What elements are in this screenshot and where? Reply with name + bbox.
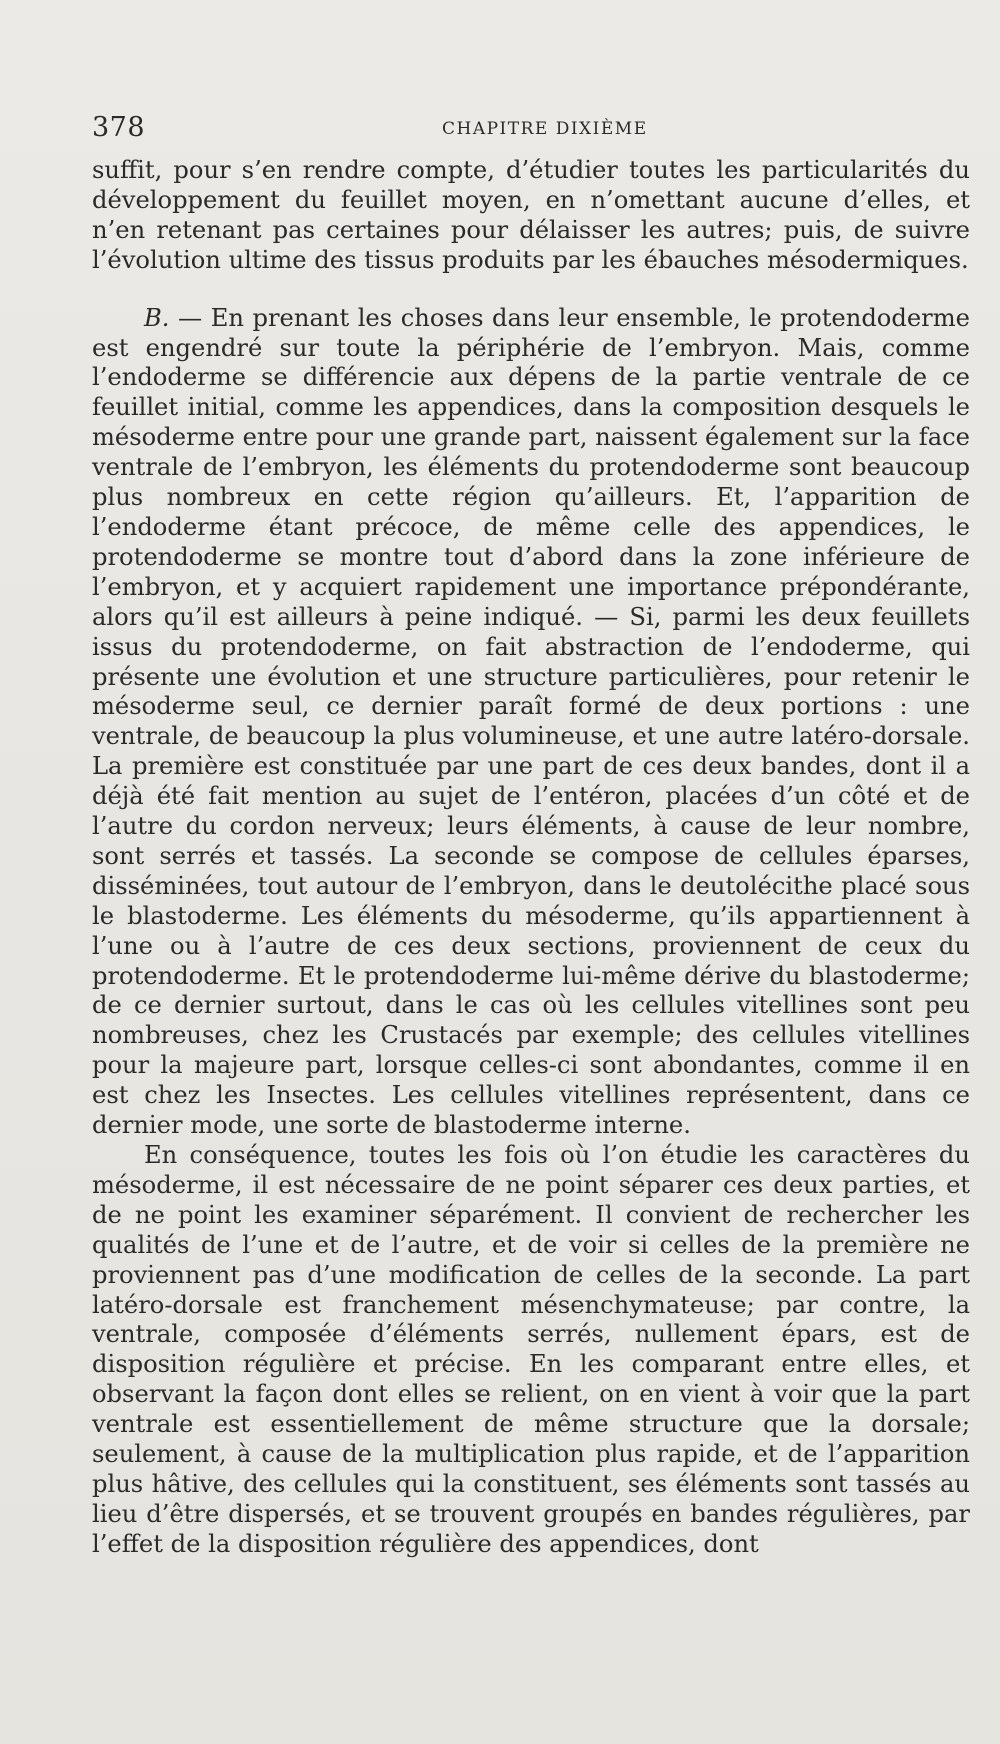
running-head: CHAPITRE DIXIÈME xyxy=(442,119,648,139)
page-header xyxy=(92,112,972,148)
body-text xyxy=(92,156,970,1560)
paragraph-b xyxy=(92,304,970,1141)
paragraph-continuation: suffit, pour s’en rendre compte, d’étudier toutes les particularités du développement du feuillet moyen, en n’omettant aucune d’elles, et n’en retenant pas certaines pour délaisser les autres; puis, de suivre l’évolution ultime des tissus produits par les ébauches mésodermiques. xyxy=(92,156,970,274)
paragraph-consequence: En conséquence, toutes les fois où l’on étudie les caractères du mésoderme, il est nécessaire de ne point séparer ces deux parties, et de ne point les examiner séparément. Il convient de rechercher les qualités de l’une et de l’autre, et de voir si celles de la première ne proviennent pas d’une modification de celles de la seconde. La part latéro-dorsale est franchement mésenchymateuse; par contre, la ventrale, composée d’éléments serrés, nullement épars, est de disposition régulière et précise. En les comparant entre elles, et observant la façon dont elles se relient, on en vient à voir que la part ventrale est essentiellement de même structure que la dorsale; seulement, à cause de la multiplication plus rapide, et de l’apparition plus hâtive, des cellules qui la constituent, ses éléments sont tassés au lieu d’être dispersés, et se trouvent groupés en bandes régulières, par l’effet de la disposition régulière des appendices, dont xyxy=(92,1141,970,1558)
section-label: B. xyxy=(144,303,170,332)
paragraph-b-text: — En prenant les choses dans leur ensemble, le protendoderme est engendré sur toute la périphérie de l’embryon. Mais, comme l’endoderme se différencie aux dépens de la partie ventrale de ce feuillet initial, comme les appendices, dans la composition desquels le mésoderme entre pour une grande part, naissent également sur la face ventrale de l’embryon, les éléments du protendoderme sont beaucoup plus nombreux en cette région qu’ailleurs. Et, l’apparition de l’endoderme étant précoce, de même celle des appendices, le protendoderme se montre tout d’abord dans la zone inférieure de l’embryon, et y acquiert rapidement une importance prépondérante, alors qu’il est ailleurs à peine indiqué. — Si, parmi les deux feuillets issus du protendoderme, on fait abstraction de l’endoderme, qui présente une évolution et une structure particulières, pour retenir le mésoderme seul, ce dernier paraît formé de deux portions : une ventrale, de beaucoup la plus volumineuse, et une autre latéro-dorsale. La première est constituée par une part de ces deux bandes, dont il a déjà été fait mention au sujet de l’entéron, placées d’un côté et de l’autre du cordon nerveux; leurs éléments, à cause de leur nombre, sont serrés et tassés. La seconde se compose de cellules éparses, disséminées, tout autour de l’embryon, dans le deutolécithe placé sous le blastoderme. Les éléments du mésoderme, qu’ils appartiennent à l’une ou à l’autre de ces deux sections, proviennent de ceux du protendoderme. Et le protendoderme lui-même dérive du blastoderme; de ce dernier surtout, dans le cas où les cellules vitellines sont peu nombreuses, chez les Crustacés par exemple; des cellules vitellines pour la majeure part, lorsque celles-ci sont abondantes, comme il en est chez les Insectes. Les cellules vitellines représentent, dans ce dernier mode, une sorte de blastoderme interne. xyxy=(92,303,970,1140)
page-number: 378 xyxy=(92,112,146,143)
